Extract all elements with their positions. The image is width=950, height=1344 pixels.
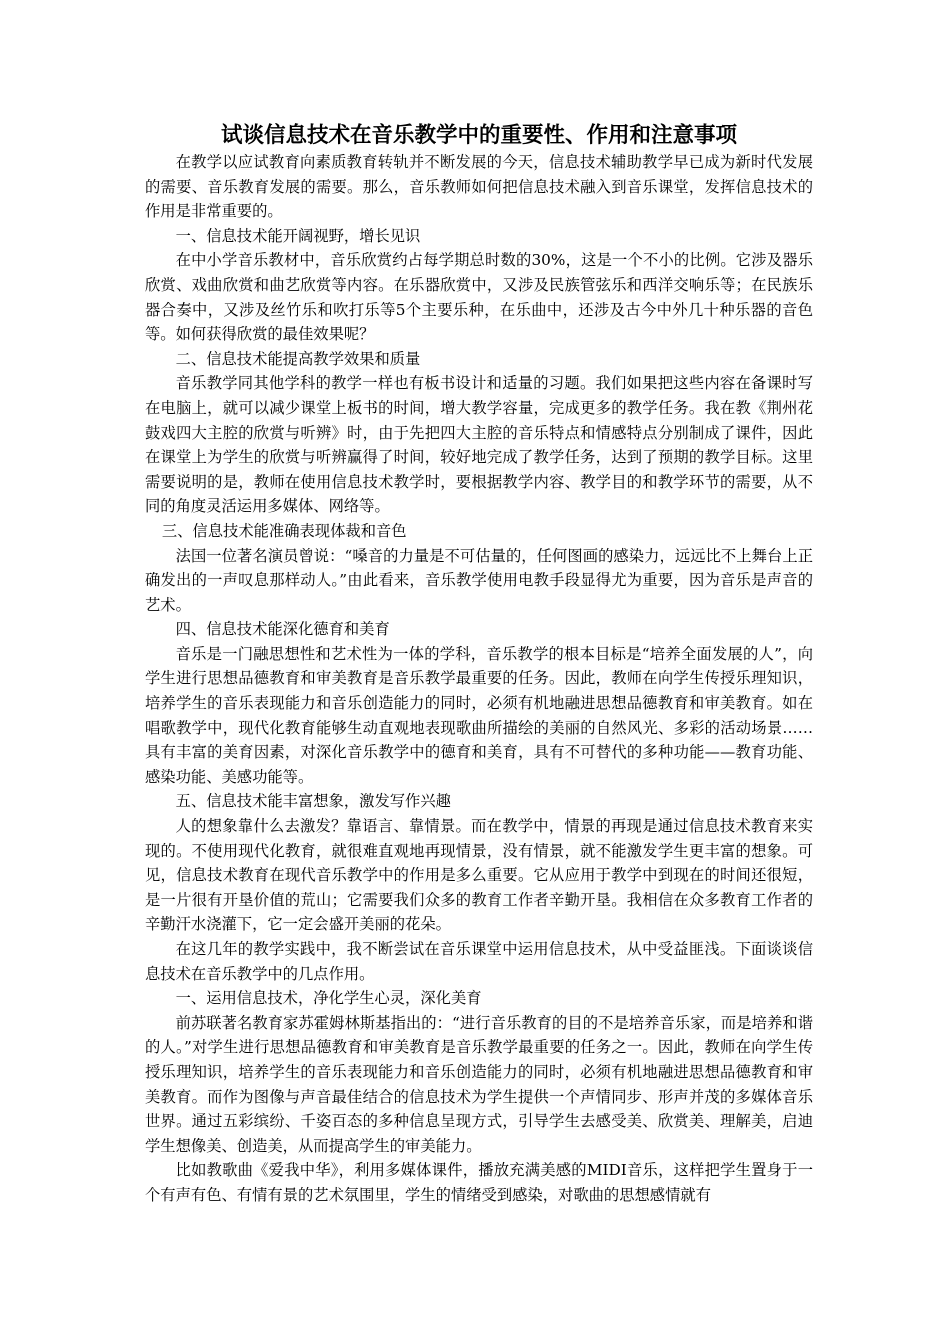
paragraph: 人的想象靠什么去激发？靠语言、靠情景。而在教学中，情景的再现是通过信息技术教育来实现的。不使用现代化教育，就很难直观地再现情景，没有情景，就不能激发学生更丰富的想象。可见，信息技术教育在现代音乐教学中的作用是多么重要。它从应用于教学中到现在的时间还很短，是一片很有开垦价值的荒山；它需要我们众多的教育工作者辛勤开垦。我相信在众多教育工作者的辛勤汗水浇灌下，它一定会盛开美丽的花朵。	[145, 817, 813, 934]
paragraph: 前苏联著名教育家苏霍姆林斯基指出的：“进行音乐教育的目的不是培养音乐家，而是培养和谐的人。”对学生进行思想品德教育和审美教育是音乐教学最重要的任务之一。因此，教师在向学生传授乐理知识，培养学生的音乐表现能力和音乐创造能力的同时，必须有机地融进思想品德教育和审美教育。而作为图像与声音最佳结合的信息技术为学生提供一个声情同步、形声并茂的多媒体音乐世界。通过五彩缤纷、千姿百态的多种信息呈现方式，引导学生去感受美、欣赏美、理解美，启迪学生想像美、创造美，从而提高学生的审美能力。	[145, 1013, 813, 1155]
document-page	[145, 122, 813, 1208]
paragraph: 比如教歌曲《爱我中华》，利用多媒体课件，播放充满美感的MIDI音乐，这样把学生置身于一个有声有色、有情有景的艺术氛围里，学生的情绪受到感染，对歌曲的思想感情就有	[145, 1161, 813, 1204]
paragraph: 音乐是一门融思想性和艺术性为一体的学科，音乐教学的根本目标是“培养全面发展的人”，向学生进行思想品德教育和审美教育是音乐教学最重要的任务。因此，教师在向学生传授乐理知识，培养学生的音乐表现能力和音乐创造能力的同时，必须有机地融进思想品德教育和审美教育。如在唱歌教学中，现代化教育能够生动直观地表现歌曲所描绘的美丽的自然风光、多彩的活动场景……具有丰富的美育因素，对深化音乐教学中的德育和美育，具有不可替代的多种功能——教育功能、感染功能、美感功能等。	[145, 644, 813, 786]
paragraph: 法国一位著名演员曾说：“嗓音的力量是不可估量的，任何图画的感染力，远远比不上舞台上正确发出的一声叹息那样动人。”由此看来，音乐教学使用电教手段显得尤为重要，因为音乐是声音的艺术。	[145, 546, 813, 614]
section-heading: 一、运用信息技术，净化学生心灵，深化美育	[175, 989, 482, 1008]
document-title: 试谈信息技术在音乐教学中的重要性、作用和注意事项	[220, 123, 737, 148]
document-body	[145, 150, 813, 1208]
paragraph: 在教学以应试教育向素质教育转轨并不断发展的今天，信息技术辅助教学早已成为新时代发展的需要、音乐教育发展的需要。那么，音乐教师如何把信息技术融入到音乐课堂，发挥信息技术的作用是非常重要的。	[145, 153, 813, 221]
section-heading: 一、信息技术能开阔视野，增长见识	[175, 226, 421, 245]
paragraph: 在这几年的教学实践中，我不断尝试在音乐课堂中运用信息技术，从中受益匪浅。下面谈谈信息技术在音乐教学中的几点作用。	[145, 940, 813, 983]
paragraph: 在中小学音乐教材中，音乐欣赏约占每学期总时数的30%，这是一个不小的比例。它涉及器乐欣赏、戏曲欣赏和曲艺欣赏等内容。在乐器欣赏中，又涉及民族管弦乐和西洋交响乐等；在民族乐器合奏中，又涉及丝竹乐和吹打乐等5个主要乐种，在乐曲中，还涉及古今中外几十种乐器的音色等。如何获得欣赏的最佳效果呢？	[145, 251, 813, 344]
section-heading: 五、信息技术能丰富想象，激发写作兴趣	[175, 792, 451, 811]
section-heading: 四、信息技术能深化德育和美育	[175, 620, 390, 639]
section-heading: 三、信息技术能准确表现体裁和音色	[161, 521, 407, 540]
paragraph: 音乐教学同其他学科的教学一样也有板书设计和适量的习题。我们如果把这些内容在备课时写在电脑上，就可以减少课堂上板书的时间，增大教学容量，完成更多的教学任务。我在教《荆州花鼓戏四大主腔的欣赏与听辨》时，由于先把四大主腔的音乐特点和情感特点分别制成了课件，因此在课堂上为学生的欣赏与听辨赢得了时间，较好地完成了教学任务，达到了预期的教学目标。这里需要说明的是，教师在使用信息技术教学时，要根据教学内容、教学目的和教学环节的需要，从不同的角度灵活运用多媒体、网络等。	[145, 374, 813, 516]
section-heading: 二、信息技术能提高教学效果和质量	[175, 349, 421, 368]
